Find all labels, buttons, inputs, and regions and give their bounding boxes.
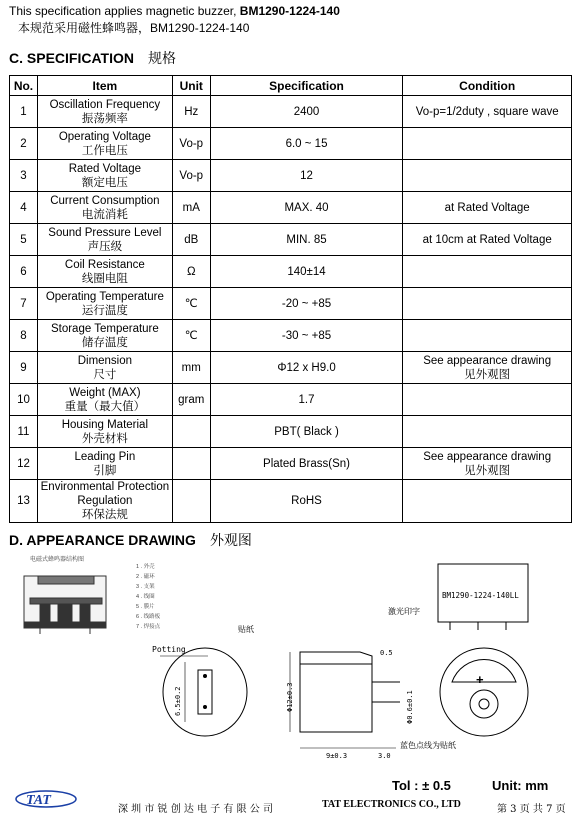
cell-spec-text: PBT( Black ) [274, 425, 339, 438]
cell-spec-text: RoHS [291, 495, 322, 507]
cell-unit [172, 416, 210, 448]
cell-item-text: Weight (MAX) [69, 386, 141, 399]
cell-item [37, 416, 172, 448]
cell-condition [403, 96, 572, 128]
potting-label: Potting [152, 645, 186, 654]
cell-spec-text: MAX. 40 [284, 201, 329, 214]
table-row [10, 224, 572, 256]
cell-no-text: 1 [20, 105, 27, 118]
cell-item [37, 320, 172, 352]
cell-unit [172, 128, 210, 160]
cell-unit-text: Ω [186, 265, 196, 278]
cell-spec-text: Φ12 x H9.0 [277, 361, 336, 374]
cell-condition [403, 256, 572, 288]
cell-spec [210, 288, 403, 320]
cell-item-text: Oscillation Frequency [49, 98, 161, 111]
section-d-heading: D. APPEARANCE DRAWING 外观图 [9, 532, 252, 548]
cell-unit [172, 224, 210, 256]
table-row [10, 288, 572, 320]
cell-unit-text: mm [181, 361, 201, 374]
part-label: 1 . 外壳 [136, 564, 155, 570]
intro-line2: 本规范采用磁性蜂鸣器，BM1290-1224-140 [18, 21, 250, 35]
company-name-cn: 深 圳 市 锐 创 达 电 子 有 限 公 司 [118, 804, 273, 815]
cell-item [37, 256, 172, 288]
cell-item-text: Storage Temperature [50, 322, 159, 335]
cell-unit [172, 352, 210, 384]
marking-text: BM1290-1224-140LL [442, 591, 519, 600]
cell-condition [403, 480, 572, 523]
cell-spec [210, 192, 403, 224]
cell-spec-text: -20 ~ +85 [281, 297, 332, 310]
cell-spec-text: 140±14 [287, 265, 326, 278]
intro-line1: This specification applies magnetic buzzer, BM1290-1224-140 [9, 4, 340, 18]
cell-no [10, 480, 38, 523]
cell-no-text: 6 [20, 265, 27, 278]
cell-no [10, 320, 38, 352]
cell-unit [172, 160, 210, 192]
cell-no-text: 7 [20, 297, 27, 310]
cell-item [37, 160, 172, 192]
cell-item [37, 128, 172, 160]
cell-item [37, 480, 172, 523]
structure-cross-section [24, 576, 106, 634]
col-header: Item [37, 76, 172, 96]
cell-no-text: 5 [20, 233, 27, 246]
part-label: 7 . 焊接点 [136, 624, 161, 630]
cell-unit [172, 96, 210, 128]
cell-condition-text: See appearance drawing [423, 354, 552, 367]
cell-item-text: Housing Material [61, 418, 149, 431]
cell-spec [210, 128, 403, 160]
cell-spec [210, 416, 403, 448]
table-header-row [10, 76, 572, 96]
cell-condition-text: Vo-p=1/2duty , square wave [415, 105, 559, 118]
cell-no [10, 224, 38, 256]
cell-spec [210, 320, 403, 352]
tolerance: Tol : ± 0.5 [392, 778, 451, 793]
cell-condition-text: 见外观图 [464, 368, 511, 381]
cell-item-text: 储存温度 [81, 336, 128, 349]
diameter-dim: Φ12±0.3 [286, 682, 294, 712]
laser-label: 激光印字 [388, 607, 420, 616]
cell-no [10, 288, 38, 320]
cell-unit [172, 288, 210, 320]
table-row [10, 320, 572, 352]
cell-item [37, 448, 172, 480]
cell-condition-text: at 10cm at Rated Voltage [422, 233, 552, 246]
cell-unit [172, 448, 210, 480]
cell-no [10, 192, 38, 224]
part-label: 3 . 支架 [136, 584, 155, 590]
cell-no [10, 256, 38, 288]
cell-no [10, 352, 38, 384]
part-label: 2 . 磁环 [136, 574, 155, 580]
spec-table [9, 75, 572, 523]
cell-unit [172, 256, 210, 288]
cell-item-text: 声压级 [87, 240, 123, 253]
cell-unit-text: Hz [184, 105, 199, 118]
cell-unit [172, 384, 210, 416]
col-header: Condition [403, 76, 572, 96]
cell-unit-text: Vo-p [179, 137, 204, 150]
cell-condition-text: 见外观图 [464, 464, 511, 477]
cell-item [37, 384, 172, 416]
cell-condition-text: See appearance drawing [423, 450, 552, 463]
cell-item-text: Sound Pressure Level [48, 226, 162, 239]
table-row [10, 160, 572, 192]
cell-item-text: 外壳材料 [81, 432, 128, 445]
height-dim: 9±0.3 [326, 752, 348, 760]
cell-item-text: 引脚 [93, 464, 117, 477]
cell-item-text: 振荡频率 [81, 112, 128, 125]
cell-spec-text: Plated Brass(Sn) [263, 457, 350, 470]
table-row [10, 256, 572, 288]
cell-item-text: Current Consumption [50, 194, 160, 207]
cell-spec-text: 1.7 [298, 393, 315, 406]
cell-spec-text: -30 ~ +85 [281, 329, 332, 342]
pin-space-dim: 6.5±0.2 [174, 686, 182, 716]
table-row [10, 384, 572, 416]
model-number: BM1290-1224-140 [239, 4, 340, 18]
cell-spec-text: 6.0 ~ 15 [285, 137, 328, 150]
cell-no-text: 9 [20, 361, 27, 374]
cell-spec-text: 2400 [293, 105, 320, 118]
cell-item-text: Leading Pin [74, 450, 136, 463]
table-row [10, 192, 572, 224]
cell-item [37, 224, 172, 256]
cell-item-text: Environmental Protection Regulation [40, 481, 170, 507]
unit: Unit: mm [492, 778, 549, 793]
top-dim: 0.5 [380, 649, 393, 657]
cell-spec [210, 224, 403, 256]
table-row [10, 416, 572, 448]
struct-title: 电磁式蜂鸣器结构图 [30, 557, 85, 563]
cell-no-text: 3 [20, 169, 27, 182]
cell-item-text: 尺寸 [93, 368, 117, 381]
table-row [10, 480, 572, 523]
tat-logo [14, 789, 78, 809]
blue-dot-label: 蓝色点线为贴纸 [400, 741, 456, 750]
cell-spec [210, 160, 403, 192]
side-view [290, 652, 400, 748]
table-row [10, 96, 572, 128]
cell-unit-text: Vo-p [179, 169, 204, 182]
cell-item-text: 额定电压 [81, 176, 128, 189]
cell-condition [403, 320, 572, 352]
table-row [10, 352, 572, 384]
cell-condition [403, 224, 572, 256]
part-label: 6 . 线路板 [136, 614, 161, 620]
cell-item-text: Operating Voltage [58, 130, 151, 143]
cell-condition [403, 160, 572, 192]
cell-no [10, 448, 38, 480]
cell-spec-text: MIN. 85 [286, 233, 327, 246]
cell-unit-text: dB [184, 233, 199, 246]
cell-condition-text: at Rated Voltage [444, 201, 530, 214]
cell-unit-text: ℃ [184, 297, 198, 310]
cell-condition [403, 384, 572, 416]
cell-no-text: 13 [17, 495, 30, 507]
cell-item-text: 环保法规 [81, 509, 128, 521]
cell-spec [210, 448, 403, 480]
part-label: 5 . 膜片 [136, 604, 155, 610]
cell-condition [403, 288, 572, 320]
cell-unit-text: ℃ [184, 329, 198, 342]
cell-no-text: 4 [20, 201, 27, 214]
table-row [10, 128, 572, 160]
lead-dim: 3.0 [378, 752, 391, 760]
cell-item-text: Coil Resistance [64, 258, 145, 271]
sticker-label: 贴纸 [238, 625, 254, 634]
cell-no [10, 128, 38, 160]
cell-spec [210, 256, 403, 288]
cell-item-text: 重量（最大值） [64, 400, 146, 413]
cell-condition [403, 192, 572, 224]
pin-dia-dim: Φ0.6±0.1 [406, 690, 414, 724]
top-view [440, 648, 528, 736]
cell-spec [210, 480, 403, 523]
section-c-heading: C. SPECIFICATION 规格 [9, 50, 176, 66]
cell-no [10, 384, 38, 416]
intro [9, 3, 340, 37]
part-label: 4 . 线圈 [136, 594, 155, 600]
cell-item [37, 352, 172, 384]
cell-item-text: Dimension [77, 354, 133, 367]
cell-no-text: 11 [17, 425, 30, 438]
cell-condition [403, 128, 572, 160]
cell-item [37, 288, 172, 320]
col-header: No. [10, 76, 38, 96]
cell-no [10, 160, 38, 192]
cell-item-text: Operating Temperature [45, 290, 164, 303]
cell-no-text: 10 [17, 393, 30, 406]
plus-mark: + [476, 672, 484, 687]
cell-spec [210, 96, 403, 128]
cell-item-text: 线圈电阻 [81, 272, 128, 285]
cell-condition [403, 416, 572, 448]
svg-text:TAT: TAT [26, 793, 51, 808]
cell-condition [403, 448, 572, 480]
cell-unit [172, 320, 210, 352]
cell-unit [172, 192, 210, 224]
col-header: Specification [210, 76, 403, 96]
cell-item-text: 工作电压 [81, 144, 128, 157]
cell-unit [172, 480, 210, 523]
cell-item-text: 运行温度 [81, 304, 128, 317]
cell-no-text: 12 [17, 457, 30, 470]
cell-spec-text: 12 [300, 169, 313, 182]
cell-item-text: Rated Voltage [68, 162, 141, 175]
cell-no-text: 8 [20, 329, 27, 342]
cell-no [10, 416, 38, 448]
cell-item [37, 96, 172, 128]
cell-condition [403, 352, 572, 384]
cell-spec [210, 384, 403, 416]
cell-no-text: 2 [20, 137, 27, 150]
cell-item-text: 电流消耗 [81, 208, 128, 221]
appearance-drawing [0, 552, 579, 782]
cell-unit-text: gram [178, 393, 205, 406]
cell-spec [210, 352, 403, 384]
parts-list [136, 562, 161, 630]
table-row [10, 448, 572, 480]
col-header: Unit [172, 76, 210, 96]
page-number: 第 3 页 共 7 页 [497, 804, 566, 815]
company-name-en: TAT ELECTRONICS CO., LTD [322, 799, 461, 810]
cell-item [37, 192, 172, 224]
cell-unit-text: mA [182, 201, 200, 214]
cell-no [10, 96, 38, 128]
